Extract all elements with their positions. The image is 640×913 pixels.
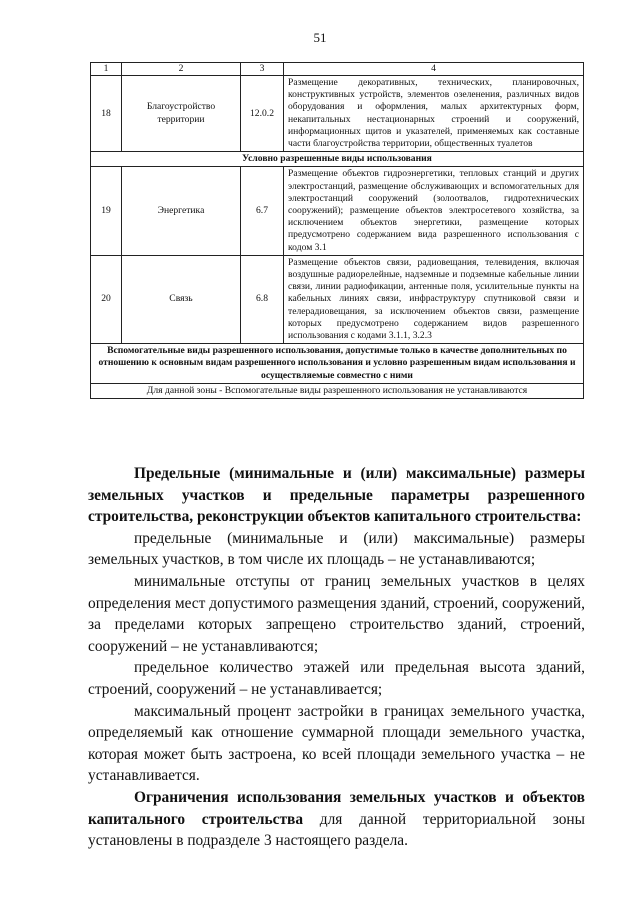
restrictions-bold: Ограничения использования земельных участков и объектов капитального строительства <box>88 788 585 828</box>
land-use-table <box>90 62 584 399</box>
use-type-name: Благоустройство территории <box>122 76 241 152</box>
section-row <box>91 344 584 384</box>
row-number: 18 <box>91 76 122 152</box>
paragraph-setbacks: минимальные отступы от границ земельных участков в целях определения мест допустимого размещения зданий, строений, сооружений, за пределами которых запрещено строительство зданий, строений, сооружений – не устанавливаются; <box>88 572 585 655</box>
use-type-code: 6.8 <box>241 255 284 343</box>
table-row <box>91 76 584 152</box>
row-number: 19 <box>91 167 122 255</box>
row-number: 20 <box>91 255 122 343</box>
header-col-3: 3 <box>241 63 284 76</box>
document-body <box>88 463 585 852</box>
page-number: 51 <box>313 30 327 45</box>
table-header-row <box>91 63 584 76</box>
paragraph-plot-size: предельные (минимальные и (или) максимальные) размеры земельных участков, в том числе их площадь – не устанавливаются; <box>88 529 585 569</box>
paragraph-restrictions <box>88 787 585 852</box>
note-row <box>91 383 584 398</box>
paragraph-coverage: максимальный процент застройки в границах земельного участка, определяемый как отношение суммарной площади земельного участка, которая может быть застроена, ко всей площади земельного участка – не устанавливается. <box>88 702 585 785</box>
section-row <box>91 152 584 167</box>
conditional-section-title: Условно разрешенные виды использования <box>91 152 584 167</box>
use-type-code: 6.7 <box>241 167 284 255</box>
use-type-description: Размещение декоративных, технических, планировочных, конструктивных устройств, элементов озеленения, различных видов оборудования и оформления, малых архитектурных форм, некапитальных нестационарных строений и сооружений, информационных щитов и указателей, применяемых как составные части благоустройства территории, общественных туалетов <box>284 76 584 152</box>
paragraph-floors: предельное количество этажей или предельная высота зданий, строений, сооружений – не устанавливается; <box>88 659 585 698</box>
table-row <box>91 255 584 343</box>
restrictions-rest: для данной территориальной зоны установлены в подразделе 3 настоящего раздела. <box>88 810 585 850</box>
use-type-code: 12.0.2 <box>241 76 284 152</box>
use-type-description: Размещение объектов гидроэнергетики, тепловых станций и других электростанций, размещение обслуживающих и вспомогательных для электростанций сооружений (золоотвалов, гидротехнических сооружений); размещение объектов электросетевого хозяйства, за исключением объектов энергетики, размещение которых предусмотрено содержанием вида разрешенного использования с кодом 3.1 <box>284 167 584 255</box>
auxiliary-note: Для данной зоны - Вспомогательные виды разрешенного использования не устанавливаются <box>91 383 584 398</box>
header-col-2: 2 <box>122 63 241 76</box>
use-type-name: Связь <box>122 255 241 343</box>
header-col-1: 1 <box>91 63 122 76</box>
parameters-heading <box>88 463 585 528</box>
parameters-heading-text: Предельные (минимальные и (или) максимальные) размеры земельных участков и предельные параметры разрешенного строительства, реконструкции объектов капитального строительства: <box>88 465 585 526</box>
header-col-4: 4 <box>284 63 584 76</box>
auxiliary-section-title: Вспомогательные виды разрешенного использования, допустимые только в качестве дополнительных по отношению к основным видам разрешенного использования и условно разрешенным видам использования и осуществляемые совместно с ними <box>91 344 584 384</box>
use-type-description: Размещение объектов связи, радиовещания, телевидения, включая воздушные радиорелейные, надземные и подземные кабельные линии связи, линии радиофикации, антенные поля, усилительные пункты на кабельных линиях связи, инфраструктуру спутниковой связи и телерадиовещания, за исключением объектов связи, размещение которых предусмотрено содержанием видов разрешенного использования с кодами 3.1.1, 3.2.3 <box>284 255 584 343</box>
table-row <box>91 167 584 255</box>
use-type-name: Энергетика <box>122 167 241 255</box>
